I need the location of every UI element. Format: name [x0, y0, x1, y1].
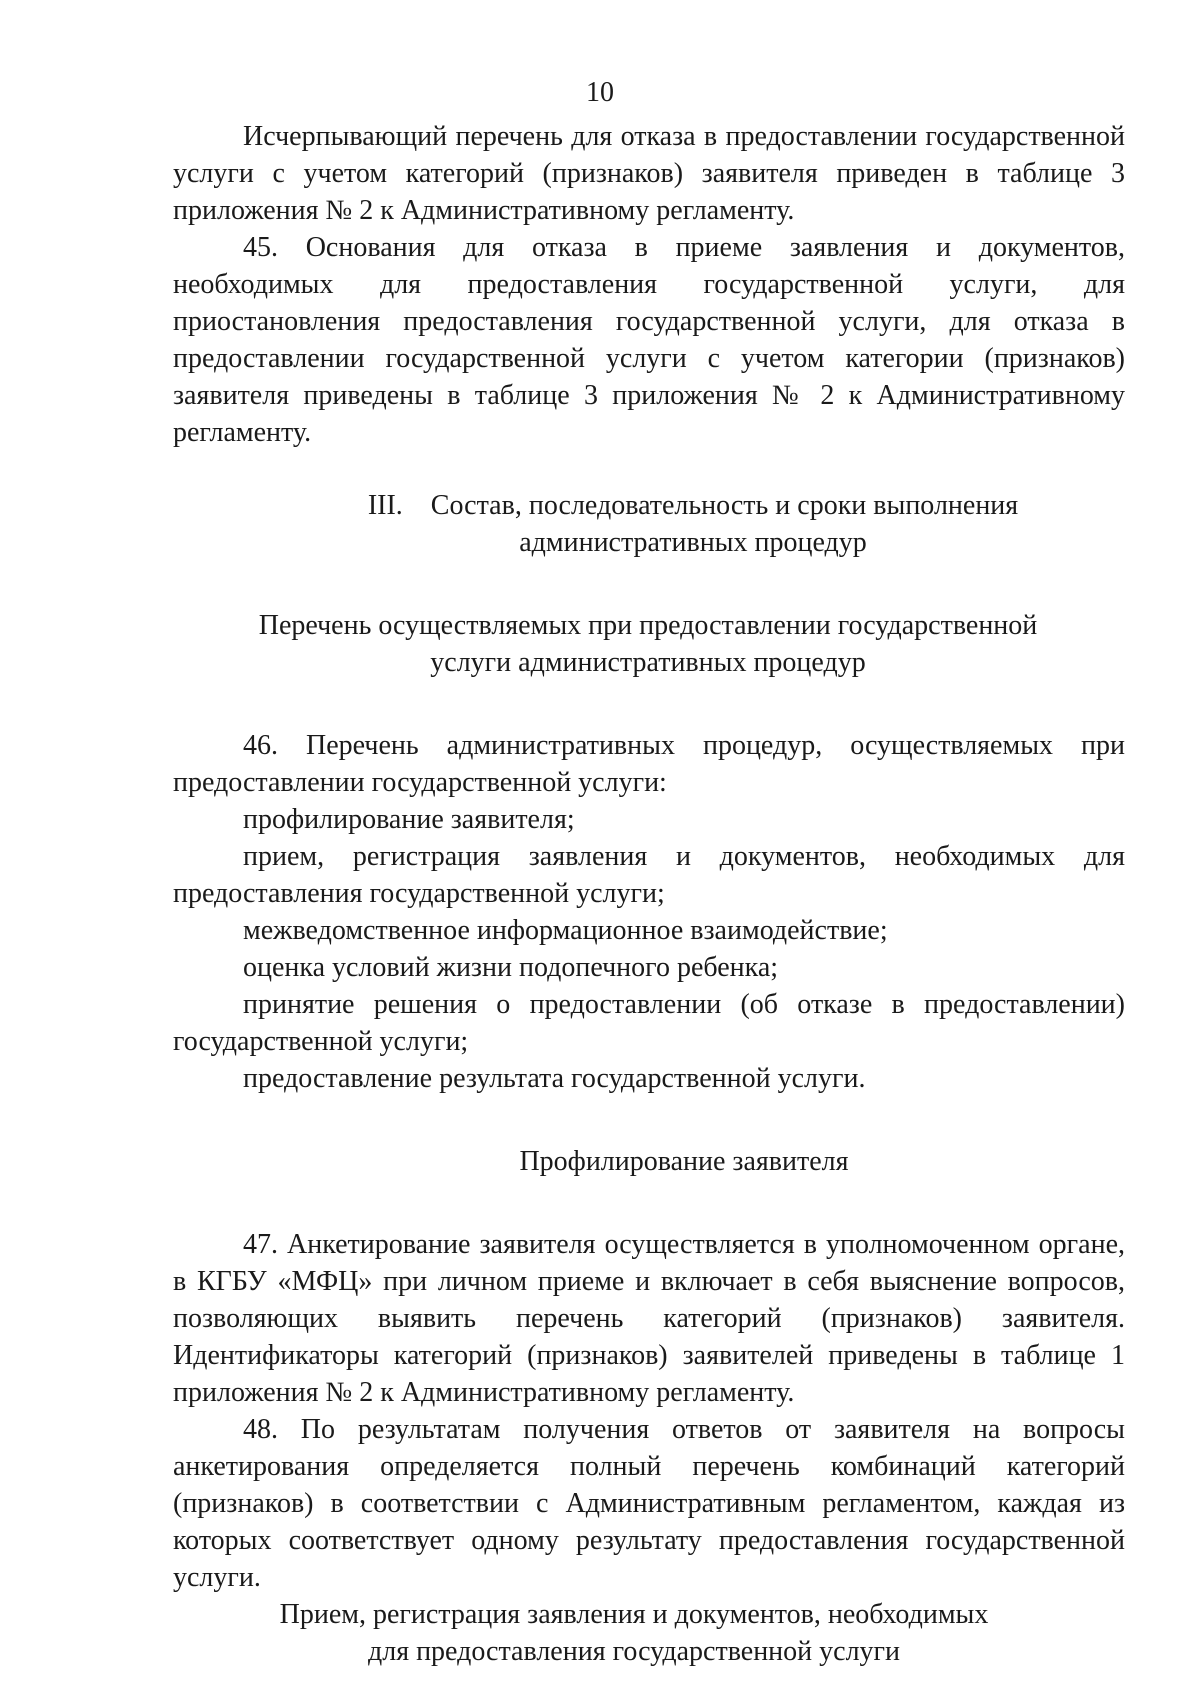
reception-heading-line1: Прием, регистрация заявления и документов, необходимых: [279, 1599, 989, 1630]
page-number: 10: [586, 77, 614, 108]
list-item: межведомственное информационное взаимодействие;: [243, 915, 888, 946]
list-item: предоставление результата государственной услуги.: [243, 1063, 866, 1094]
section-heading-iii: [333, 487, 1053, 561]
subsection-heading-line1: Перечень осуществляемых при предоставлении государственной: [258, 610, 1038, 641]
paragraph-47: 47. Анкетирование заявителя осуществляется в уполномоченном органе, в КГБУ «МФЦ» при личном приеме и включает в себя выяснение вопросов, позволяющих выявить перечень категорий (признаков) заявителя. Идентификаторы категорий (признаков) заявителей приведены в таблице 1 приложения № 2 к Административному регламенту.: [173, 1229, 1125, 1408]
section-heading-line2: административных процедур: [519, 527, 867, 558]
section-heading-line1: III. Состав, последовательность и сроки выполнения: [367, 490, 1019, 521]
subsection-heading-line2: услуги административных процедур: [430, 647, 866, 678]
document-body: [173, 118, 1125, 1670]
paragraph-refusal-list: Исчерпывающий перечень для отказа в предоставлении государственной услуги с учетом категорий (признаков) заявителя приведен в таблице 3 приложения № 2 к Административному регламенту.: [173, 121, 1125, 226]
reception-heading: [173, 1596, 1125, 1670]
profiling-heading: Профилирование заявителя: [519, 1146, 849, 1177]
list-item: профилирование заявителя;: [243, 804, 575, 835]
reception-heading-line2: для предоставления государственной услуги: [367, 1636, 901, 1667]
list-item: принятие решения о предоставлении (об отказе в предоставлении) государственной услуги;: [173, 989, 1125, 1057]
paragraph-46: 46. Перечень административных процедур, осуществляемых при предоставлении государственной услуги:: [173, 730, 1125, 798]
list-item: прием, регистрация заявления и документов, необходимых для предоставления государственной услуги;: [173, 841, 1125, 909]
list-item: оценка условий жизни подопечного ребенка;: [243, 952, 779, 983]
paragraph-48: 48. По результатам получения ответов от заявителя на вопросы анкетирования определяется полный перечень комбинаций категорий (признаков) в соответствии с Административным регламентом, каждая из которых соответствует одному результату предоставления государственной услуги.: [173, 1414, 1125, 1593]
paragraph-45: 45. Основания для отказа в приеме заявления и документов, необходимых для предоставления государственной услуги, для приостановления предоставления государственной услуги, для отказа в предоставлении государственной услуги с учетом категории (признаков) заявителя приведены в таблице 3 приложения № 2 к Административному регламенту.: [173, 232, 1125, 448]
subsection-heading-procedures: [213, 607, 1083, 681]
